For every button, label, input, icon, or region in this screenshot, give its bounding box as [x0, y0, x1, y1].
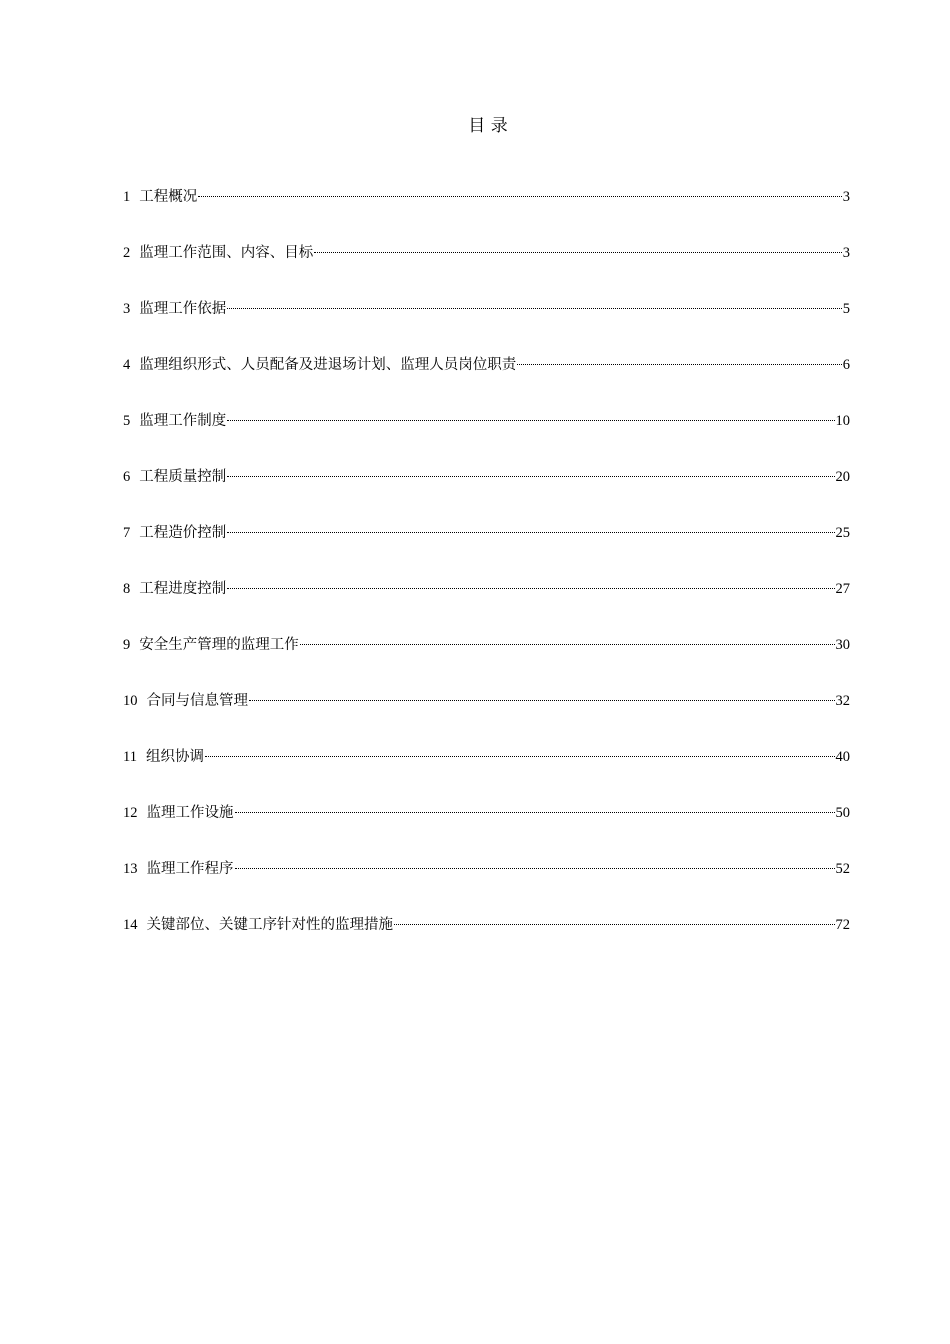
toc-entry-page-number: 50 — [835, 805, 850, 821]
toc-entry-number: 5 — [123, 413, 131, 429]
toc-entry-title: 监理工作制度 — [139, 413, 227, 429]
toc-entry-title: 监理工作范围、内容、目标 — [139, 245, 314, 261]
toc-entry-page-number: 3 — [842, 189, 850, 205]
toc-dot-leader — [394, 924, 835, 925]
toc-dot-leader — [235, 812, 835, 813]
toc-entry-number: 14 — [123, 917, 138, 933]
toc-entry-title: 关键部位、关键工序针对性的监理措施 — [146, 917, 393, 933]
toc-entry-number: 13 — [123, 861, 138, 877]
table-of-contents — [123, 186, 850, 970]
toc-entry-page-number: 30 — [835, 637, 850, 653]
toc-entry[interactable] — [123, 802, 850, 858]
toc-dot-leader — [227, 588, 834, 589]
toc-entry-number: 10 — [123, 693, 138, 709]
toc-entry-title: 监理工作依据 — [139, 301, 227, 317]
toc-dot-leader — [314, 252, 842, 253]
toc-entry-page-number: 32 — [835, 693, 850, 709]
toc-entry-title: 工程质量控制 — [139, 469, 227, 485]
toc-entry-page-number: 27 — [835, 581, 850, 597]
toc-dot-leader — [517, 364, 842, 365]
toc-entry[interactable] — [123, 298, 850, 354]
toc-entry-page-number: 6 — [842, 357, 850, 373]
toc-entry-title: 工程进度控制 — [139, 581, 227, 597]
toc-entry-title: 合同与信息管理 — [146, 693, 248, 709]
toc-entry[interactable] — [123, 410, 850, 466]
toc-dot-leader — [235, 868, 835, 869]
toc-entry-number: 11 — [123, 749, 137, 765]
toc-title: 目 录 — [468, 116, 508, 136]
toc-dot-leader — [198, 196, 842, 197]
toc-dot-leader — [249, 700, 835, 701]
toc-dot-leader — [300, 644, 835, 645]
toc-entry-title: 工程造价控制 — [139, 525, 227, 541]
toc-entry-page-number: 25 — [835, 525, 850, 541]
toc-entry-title: 安全生产管理的监理工作 — [139, 637, 299, 653]
toc-entry-page-number: 52 — [835, 861, 850, 877]
toc-dot-leader — [205, 756, 835, 757]
toc-dot-leader — [227, 476, 834, 477]
toc-entry-number: 1 — [123, 189, 131, 205]
toc-entry-number: 9 — [123, 637, 131, 653]
toc-entry-title: 监理工作程序 — [146, 861, 234, 877]
toc-dot-leader — [227, 420, 834, 421]
toc-entry-title: 监理组织形式、人员配备及进退场计划、监理人员岗位职责 — [139, 357, 517, 373]
toc-entry-page-number: 3 — [842, 245, 850, 261]
toc-entry[interactable] — [123, 858, 850, 914]
toc-entry-number: 4 — [123, 357, 131, 373]
toc-entry[interactable] — [123, 746, 850, 802]
toc-entry-page-number: 20 — [835, 469, 850, 485]
toc-entry[interactable] — [123, 354, 850, 410]
toc-entry-page-number: 10 — [835, 413, 850, 429]
toc-entry[interactable] — [123, 466, 850, 522]
toc-entry-number: 12 — [123, 805, 138, 821]
toc-entry[interactable] — [123, 242, 850, 298]
toc-entry[interactable] — [123, 578, 850, 634]
toc-entry[interactable] — [123, 186, 850, 242]
toc-dot-leader — [227, 308, 842, 309]
toc-entry-title: 监理工作设施 — [146, 805, 234, 821]
toc-entry-page-number: 5 — [842, 301, 850, 317]
toc-entry[interactable] — [123, 914, 850, 970]
toc-entry-number: 6 — [123, 469, 131, 485]
toc-entry-number: 2 — [123, 245, 131, 261]
toc-entry-title: 工程概况 — [139, 189, 198, 205]
toc-dot-leader — [227, 532, 834, 533]
toc-entry[interactable] — [123, 690, 850, 746]
toc-entry[interactable] — [123, 522, 850, 578]
toc-entry-number: 8 — [123, 581, 131, 597]
toc-entry-number: 3 — [123, 301, 131, 317]
toc-entry-page-number: 72 — [835, 917, 850, 933]
toc-entry[interactable] — [123, 634, 850, 690]
toc-entry-title: 组织协调 — [145, 749, 204, 765]
toc-entry-number: 7 — [123, 525, 131, 541]
toc-entry-page-number: 40 — [835, 749, 850, 765]
